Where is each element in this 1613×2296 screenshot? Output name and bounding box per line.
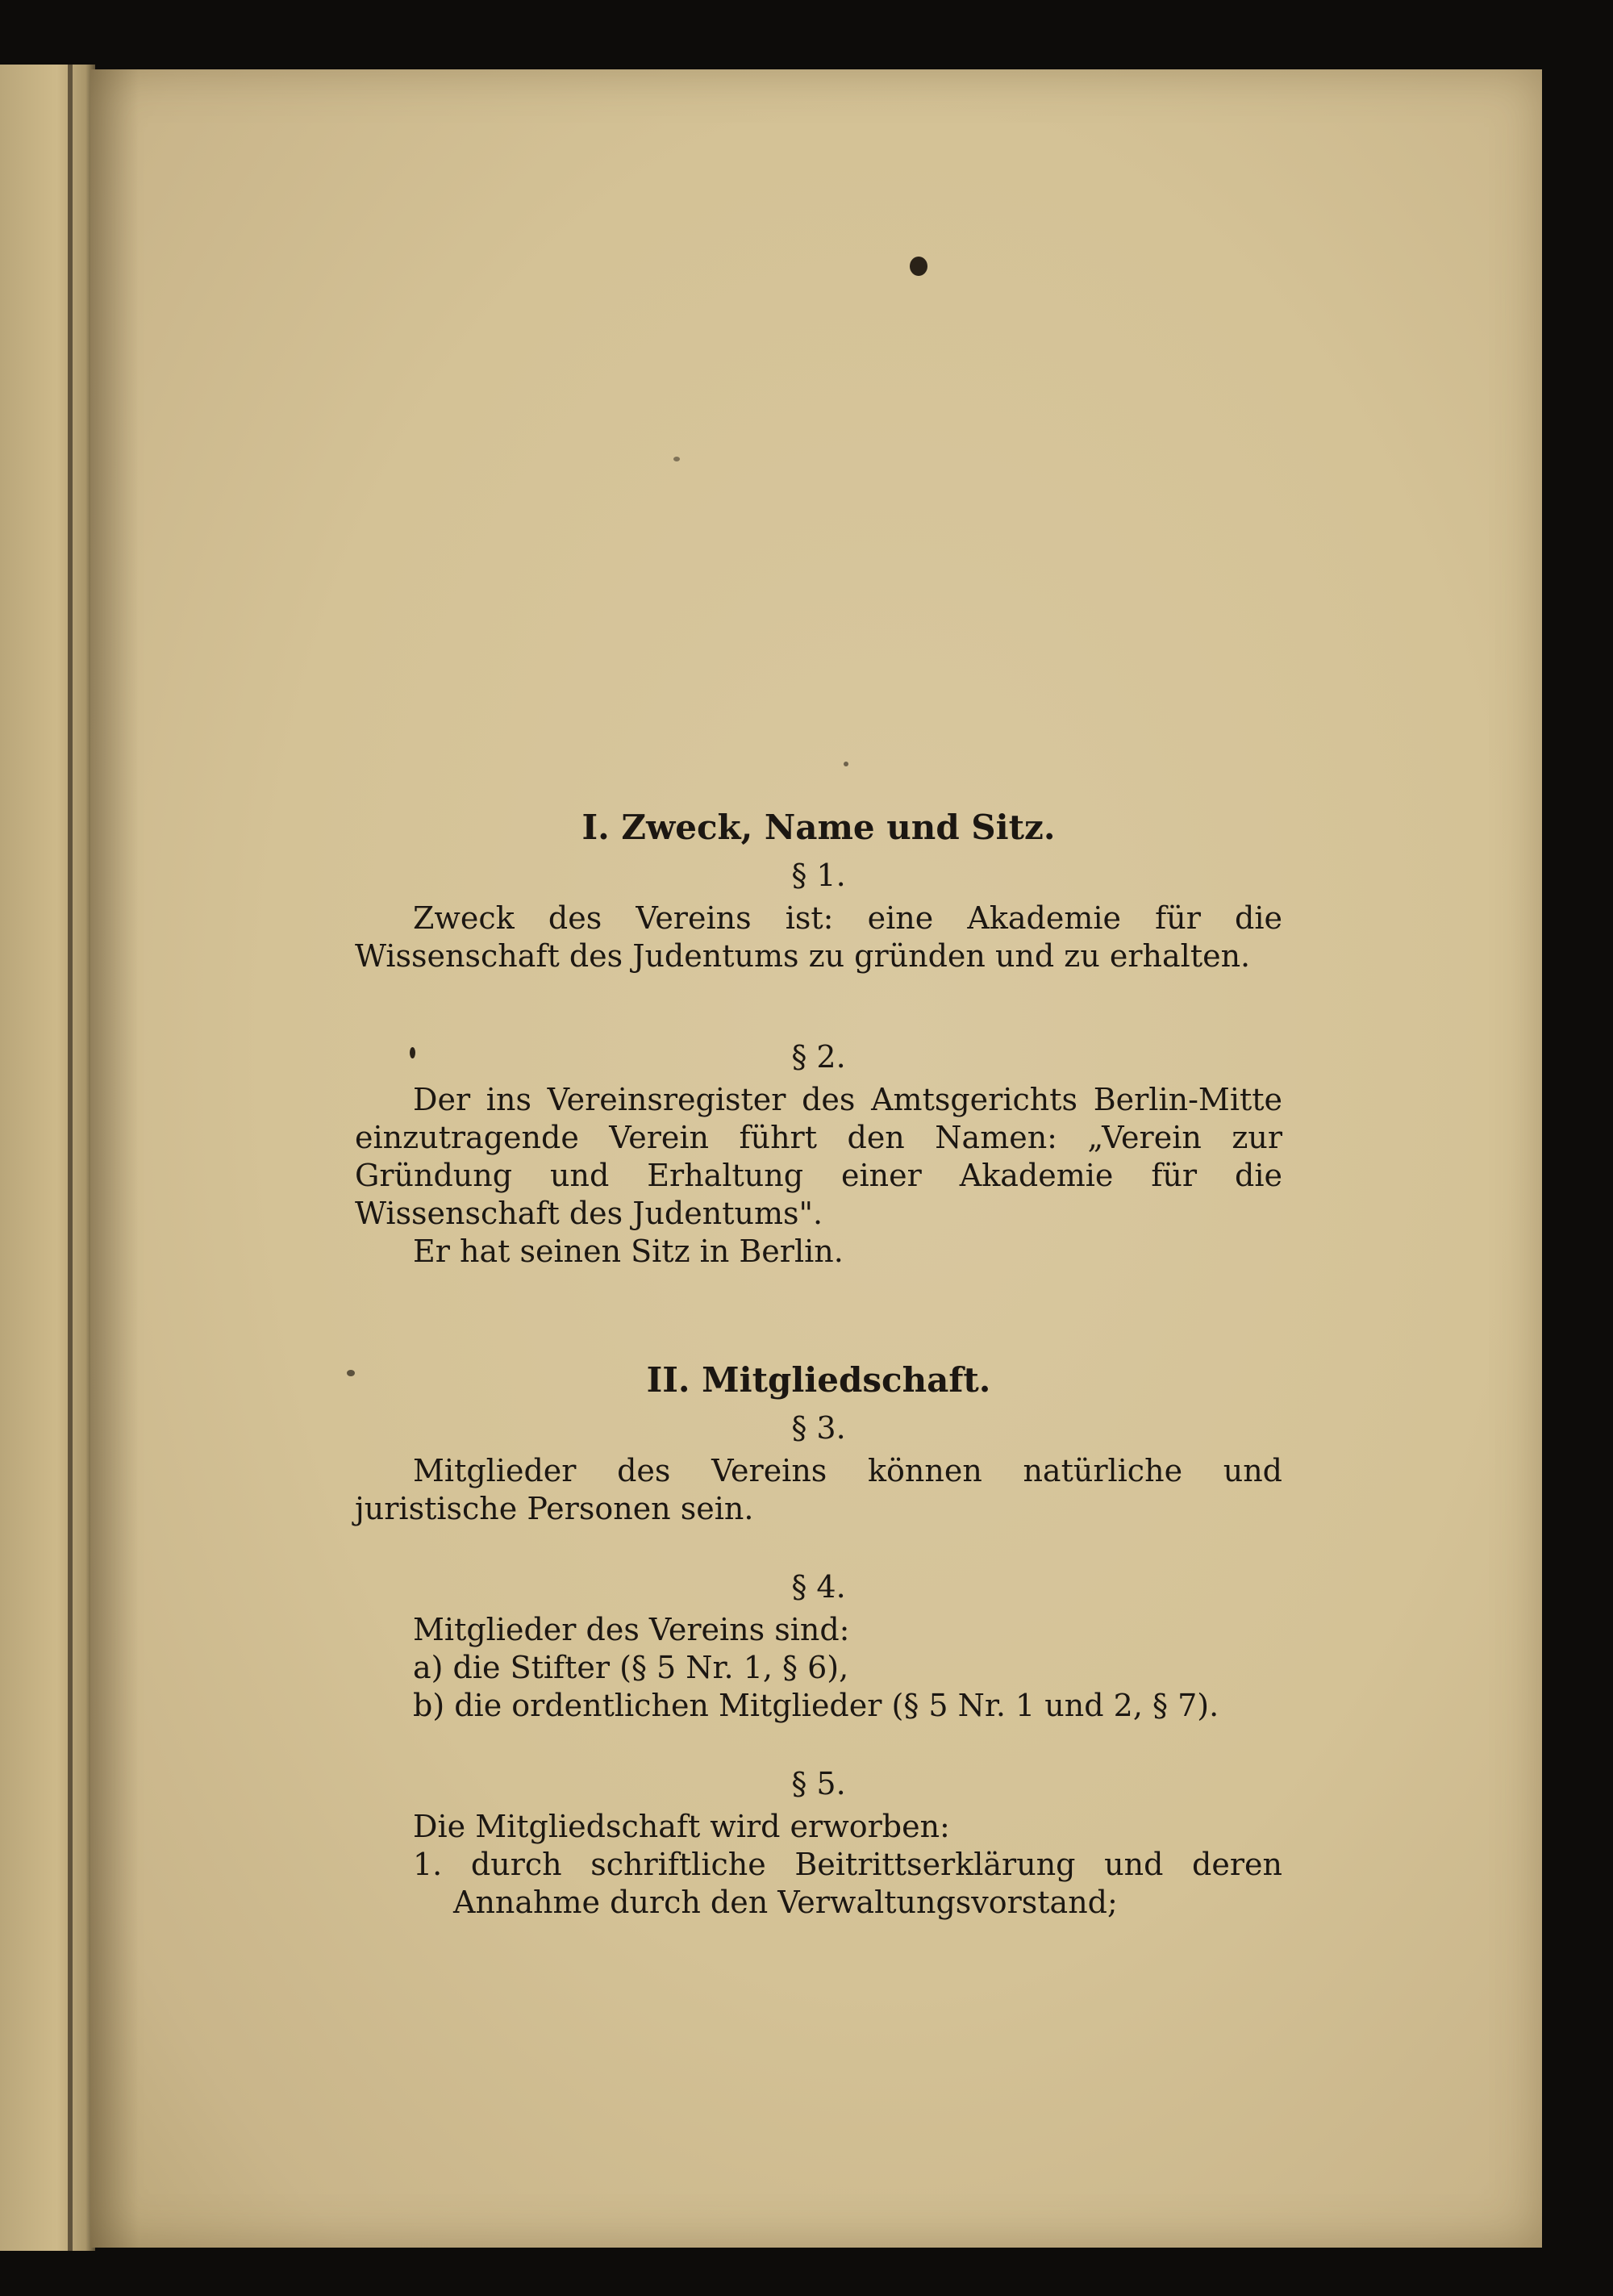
- paragraph-number: § 5.: [791, 1766, 846, 1801]
- ink-speck: [910, 257, 927, 276]
- list-item: b) die ordentlichen Mitglieder (§ 5 Nr. 1 und 2, § 7).: [413, 1688, 1219, 1723]
- section-heading: I. Zweck, Name und Sitz.: [581, 808, 1056, 847]
- paragraph-text: Die Mitgliedschaft wird erworben:: [413, 1809, 950, 1844]
- ink-speck: [844, 762, 848, 766]
- paragraph-text: Mitglieder des Vereins können natürliche und juristische Personen sein.: [355, 1453, 1282, 1526]
- section-purpose-name-seat: [355, 807, 1282, 1271]
- ink-speck: [347, 1370, 355, 1376]
- book-spine: [0, 65, 95, 2251]
- paragraph-number: § 1.: [791, 858, 846, 893]
- ink-speck: [673, 457, 680, 461]
- list-item: a) die Stifter (§ 5 Nr. 1, § 6),: [413, 1650, 849, 1685]
- paragraph-number: § 2.: [791, 1039, 846, 1075]
- binding-edge: [68, 65, 73, 2251]
- list-item: 1. durch schriftliche Beitrittserklärung und deren Annahme durch den Verwaltungsvorstand;: [413, 1847, 1282, 1920]
- paragraph-number: § 4.: [791, 1569, 846, 1605]
- paragraph-text: Der ins Vereinsregister des Amtsgerichts Berlin-Mitte einzutragende Verein führt den Namen: „Verein zur Gründung und Erhaltung einer Akademie für die Wissenschaft des Judentums".: [355, 1082, 1282, 1231]
- paragraph-text: Er hat seinen Sitz in Berlin.: [413, 1234, 844, 1269]
- gutter-shadow: [90, 69, 139, 2248]
- statute-text: [355, 807, 1282, 1922]
- section-heading: II. Mitgliedschaft.: [646, 1360, 991, 1400]
- paragraph-number: § 3.: [791, 1410, 846, 1446]
- paragraph-text: Mitglieder des Vereins sind:: [413, 1612, 850, 1647]
- section-membership: [355, 1359, 1282, 1922]
- paragraph-text: Zweck des Vereins ist: eine Akademie für die Wissenschaft des Judentums zu gründen und zu erhalten.: [355, 900, 1282, 974]
